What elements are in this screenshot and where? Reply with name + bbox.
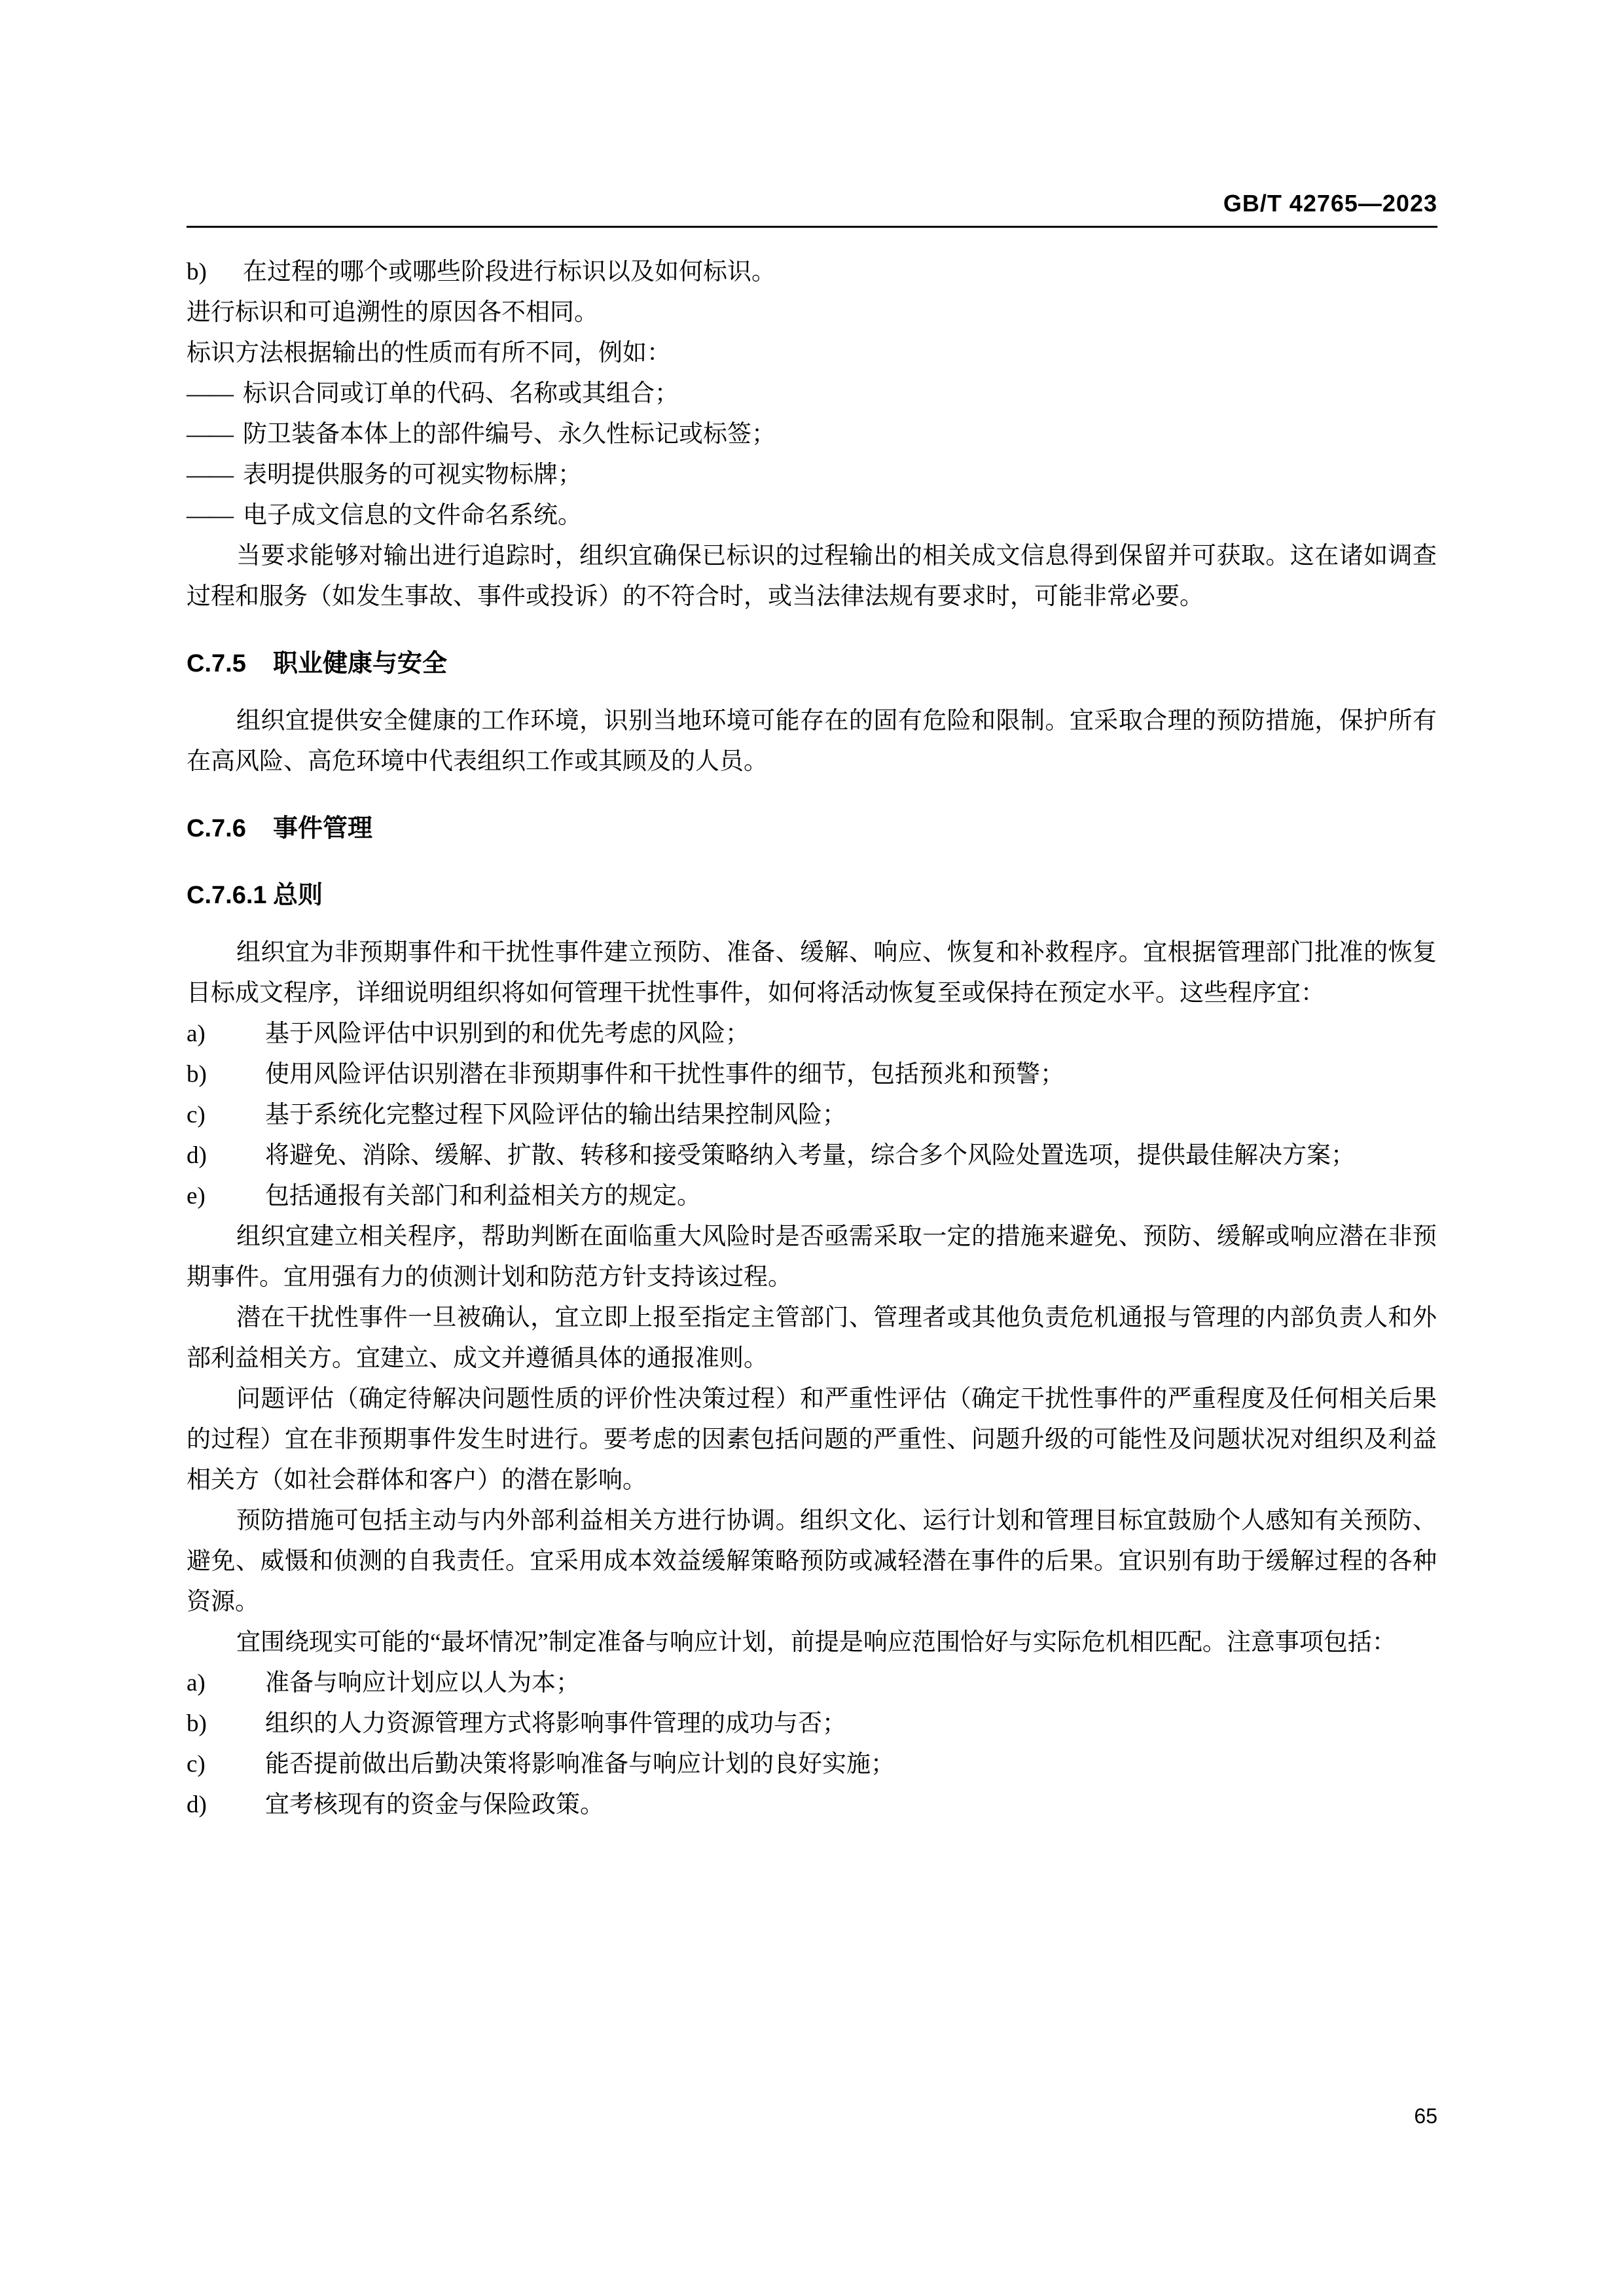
- list-marker: c): [187, 1102, 206, 1128]
- dash-item-text: 表明提供服务的可视实物标牌；: [243, 461, 582, 488]
- dash-item-text: 电子成文信息的文件命名系统。: [243, 502, 582, 529]
- clause-title: 总则: [273, 882, 323, 909]
- clause-title: 事件管理: [273, 815, 373, 842]
- clause-number: C.7.5: [187, 650, 246, 677]
- list-item: [187, 1176, 1437, 1217]
- dash-item-text: 防卫装备本体上的部件编号、永久性标记或标签；: [243, 421, 776, 448]
- em-dash-marker: ——: [187, 461, 232, 488]
- em-dash-marker: ——: [187, 380, 232, 407]
- list-marker: d): [187, 1791, 207, 1818]
- paragraph: 宜围绕现实可能的“最坏情况”制定准备与响应计划，前提是响应范围恰好与实际危机相匹配。注意事项包括：: [236, 1629, 1396, 1656]
- list-item-text: 能否提前做出后勤决策将影响准备与响应计划的良好实施；: [265, 1751, 895, 1778]
- dash-list-item: [187, 414, 1437, 455]
- spacer: [187, 916, 1437, 933]
- list-item: [187, 1136, 1437, 1176]
- list-marker: a): [187, 1020, 206, 1047]
- em-dash-marker: ——: [187, 421, 232, 448]
- list-item-text: 宜考核现有的资金与保险政策。: [265, 1791, 604, 1818]
- list-item-text: 组织的人力资源管理方式将影响事件管理的成功与否；: [265, 1710, 846, 1737]
- list-item: [187, 1663, 1437, 1704]
- page-content: [187, 252, 1437, 1825]
- list-item: [187, 1054, 1437, 1095]
- clause-heading-c-7-6-1: [187, 875, 1437, 916]
- paragraph: 当要求能够对输出进行追踪时，组织宜确保已标识的过程输出的相关成文信息得到保留并可获取。这在诸如调查过程和服务（如发生事故、事件或投诉）的不符合时，或当法律法规有要求时，可能非常必要。: [187, 543, 1437, 610]
- list-item-text: 准备与响应计划应以人为本；: [265, 1670, 580, 1696]
- list-item-text: 使用风险评估识别潜在非预期事件和干扰性事件的细节，包括预兆和预警；: [265, 1061, 1064, 1088]
- clause-heading-c-7-6: [187, 808, 1437, 849]
- list-item: [187, 252, 1437, 293]
- list-marker: b): [187, 1061, 207, 1088]
- list-marker: c): [187, 1751, 206, 1778]
- list-item: [187, 1785, 1437, 1825]
- paragraph: 潜在干扰性事件一旦被确认，宜立即上报至指定主管部门、管理者或其他负责危机通报与管理的内部负责人和外部利益相关方。宜建立、成文并遵循具体的通报准则。: [187, 1304, 1437, 1372]
- list-marker: b): [187, 1710, 207, 1737]
- dash-list-item: [187, 455, 1437, 495]
- list-item-text: 包括通报有关部门和利益相关方的规定。: [265, 1183, 701, 1210]
- paragraph: 组织宜为非预期事件和干扰性事件建立预防、准备、缓解、响应、恢复和补救程序。宜根据管理部门批准的恢复目标成文程序，详细说明组织将如何管理干扰性事件，如何将活动恢复至或保持在预定水平。这些程序宜：: [187, 939, 1437, 1007]
- clause-title: 职业健康与安全: [273, 650, 448, 677]
- dash-item-text: 标识合同或订单的代码、名称或其组合；: [243, 380, 679, 407]
- list-item: [187, 1095, 1437, 1136]
- page-number: 65: [1414, 2104, 1437, 2128]
- spacer: [187, 684, 1437, 701]
- list-item-text: 基于系统化完整过程下风险评估的输出结果控制风险；: [265, 1102, 846, 1128]
- list-marker: d): [187, 1142, 207, 1169]
- dash-list-item: [187, 374, 1437, 414]
- spacer: [187, 849, 1437, 875]
- paragraph: 标识方法根据输出的性质而有所不同，例如：: [187, 340, 671, 367]
- header-rule: [187, 226, 1437, 228]
- paragraph: 进行标识和可追溯性的原因各不相同。: [187, 299, 598, 326]
- clause-heading-c-7-5: [187, 643, 1437, 684]
- paragraph: 预防措施可包括主动与内外部利益相关方进行协调。组织文化、运行计划和管理目标宜鼓励个人感知有关预防、避免、威慑和侦测的自我责任。宜采用成本效益缓解策略预防或减轻潜在事件的后果。宜识别有助于缓解过程的各种资源。: [187, 1507, 1437, 1615]
- paragraph: 问题评估（确定待解决问题性质的评价性决策过程）和严重性评估（确定干扰性事件的严重程度及任何相关后果的过程）宜在非预期事件发生时进行。要考虑的因素包括问题的严重性、问题升级的可能性及问题状况对组织及利益相关方（如社会群体和客户）的潜在影响。: [187, 1386, 1437, 1494]
- list-item-text: 基于风险评估中识别到的和优先考虑的风险；: [265, 1020, 749, 1047]
- list-marker: a): [187, 1670, 206, 1696]
- paragraph: 组织宜提供安全健康的工作环境，识别当地环境可能存在的固有危险和限制。宜采取合理的预防措施，保护所有在高风险、高危环境中代表组织工作或其顾及的人员。: [187, 708, 1437, 775]
- clause-number: C.7.6: [187, 815, 246, 842]
- list-item-text: 将避免、消除、缓解、扩散、转移和接受策略纳入考量，综合多个风险处置选项，提供最佳解决方案；: [265, 1142, 1355, 1169]
- list-item: [187, 1744, 1437, 1785]
- paragraph: 组织宜建立相关程序，帮助判断在面临重大风险时是否亟需采取一定的措施来避免、预防、缓解或响应潜在非预期事件。宜用强有力的侦测计划和防范方针支持该过程。: [187, 1223, 1437, 1291]
- spacer: [187, 617, 1437, 643]
- list-marker: b): [187, 259, 207, 285]
- spacer: [187, 782, 1437, 808]
- list-marker: e): [187, 1183, 206, 1210]
- list-item: [187, 1014, 1437, 1054]
- dash-list-item: [187, 495, 1437, 536]
- clause-number: C.7.6.1: [187, 882, 267, 909]
- page-header-standard-code: GB/T 42765—2023: [1223, 190, 1437, 217]
- list-item-text: 在过程的哪个或哪些阶段进行标识以及如何标识。: [243, 259, 776, 285]
- list-item: [187, 1704, 1437, 1744]
- em-dash-marker: ——: [187, 502, 232, 529]
